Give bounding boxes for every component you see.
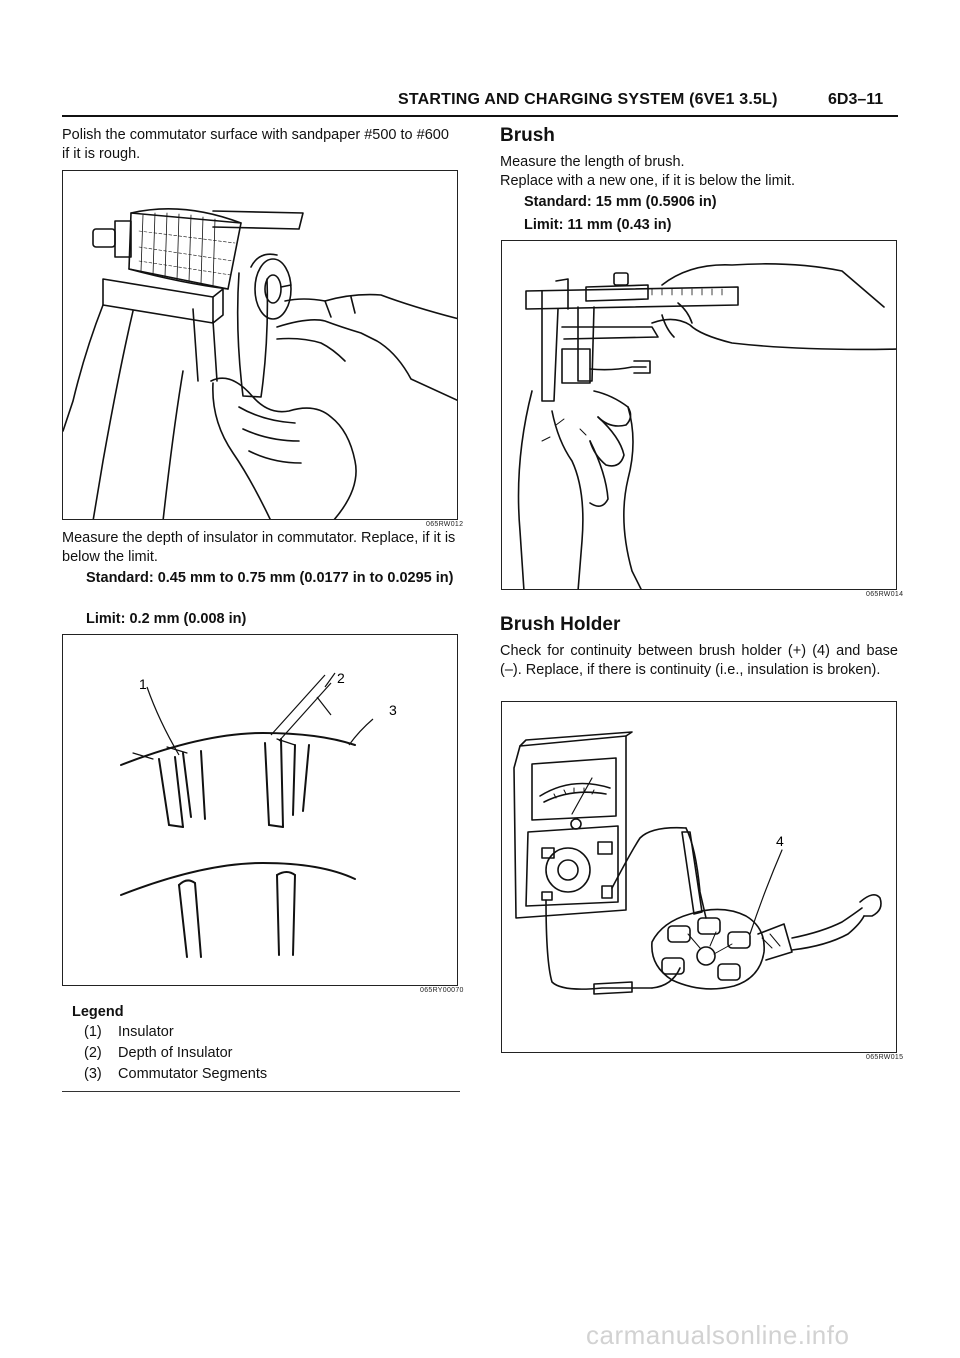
- figure-code-065ry00070: 065RY00070: [420, 987, 464, 994]
- legend-item-2: [84, 1045, 233, 1061]
- polish-commutator-illustration: [63, 171, 458, 520]
- legend-item-1-label: Insulator: [118, 1024, 174, 1040]
- watermark: carmanualsonline.info: [586, 1320, 850, 1350]
- caliper-measurement-illustration: [502, 241, 897, 590]
- callout-2: 2: [337, 670, 345, 686]
- ohmmeter-continuity-illustration: [502, 702, 897, 1053]
- legend-bottom-rule: [62, 1091, 460, 1092]
- legend-item-2-label: Depth of Insulator: [118, 1045, 233, 1061]
- header-rule: [62, 115, 898, 117]
- figure-brush-caliper: [501, 240, 897, 590]
- brush-standard-spec: Standard: 15 mm (0.5906 in): [524, 194, 717, 210]
- insulator-standard-spec: Standard: 0.45 mm to 0.75 mm (0.0177 in to 0.0295 in): [86, 570, 454, 586]
- legend-item-1-number: (1): [84, 1024, 102, 1040]
- polish-instruction: Polish the commutator surface with sandpaper #500 to #600 if it is rough.: [62, 127, 449, 162]
- brush-replace-line: Replace with a new one, if it is below the limit.: [500, 173, 795, 189]
- figure-code-065rw015: 065RW015: [866, 1054, 904, 1061]
- legend-item-1: [84, 1024, 174, 1040]
- legend-item-3-number: (3): [84, 1066, 102, 1082]
- page-number: 6D3–11: [828, 91, 884, 108]
- brush-heading: Brush: [500, 125, 555, 146]
- brush-holder-instruction: Check for continuity between brush holder (+) (4) and base (–). Replace, if there is continuity (i.e., insulation is broken).: [500, 643, 898, 678]
- callout-3: 3: [389, 702, 397, 718]
- brush-limit-spec: Limit: 11 mm (0.43 in): [524, 217, 672, 233]
- legend-item-3-label: Commutator Segments: [118, 1066, 268, 1082]
- figure-insulator-depth: [62, 634, 458, 986]
- brush-holder-heading: Brush Holder: [500, 614, 621, 635]
- insulator-limit-spec: Limit: 0.2 mm (0.008 in): [86, 611, 247, 627]
- callout-4: 4: [776, 833, 784, 849]
- figure-brush-holder-continuity: [501, 701, 897, 1053]
- running-header-title: STARTING AND CHARGING SYSTEM (6VE1 3.5L): [398, 91, 778, 108]
- callout-1: 1: [139, 676, 147, 692]
- figure-code-065rw014: 065RW014: [866, 591, 904, 598]
- figure-polish-commutator: [62, 170, 458, 520]
- commutator-section-diagram: [63, 635, 458, 986]
- legend-title: Legend: [72, 1004, 124, 1020]
- figure-code-065rw012: 065RW012: [426, 521, 464, 528]
- legend-item-3: [84, 1066, 267, 1082]
- legend-item-2-number: (2): [84, 1045, 102, 1061]
- measure-insulator-instruction: Measure the depth of insulator in commutator. Replace, if it is below the limit.: [62, 530, 456, 565]
- brush-measure-line: Measure the length of brush.: [500, 154, 685, 170]
